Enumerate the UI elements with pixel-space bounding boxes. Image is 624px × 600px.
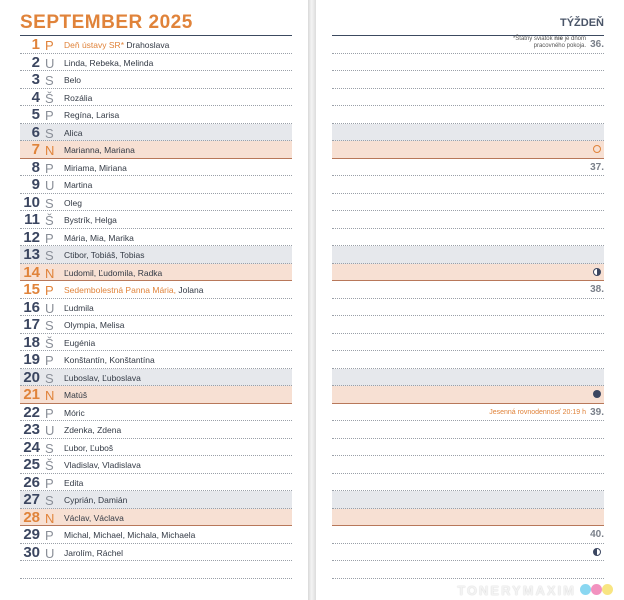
name-day <box>64 285 203 295</box>
day-row <box>20 281 292 299</box>
weekday-abbr: U <box>45 178 55 193</box>
note-row <box>332 246 604 264</box>
name-day-names: Michal, Michael, Michala, Michaela <box>64 530 196 540</box>
name-day-names: Cyprián, Damián <box>64 495 128 505</box>
weekday-abbr: S <box>45 248 54 263</box>
watermark-logo <box>457 578 614 598</box>
weekday-abbr: S <box>45 318 54 333</box>
day-number: 14 <box>23 263 40 281</box>
note-row <box>332 89 604 107</box>
weekday-abbr: N <box>45 143 55 158</box>
day-row <box>20 211 292 229</box>
name-day-names: Belo <box>64 75 82 85</box>
day-number: 24 <box>23 438 40 456</box>
name-day <box>64 93 92 103</box>
day-row <box>20 509 292 527</box>
day-number: 9 <box>31 176 40 193</box>
day-row <box>20 124 292 142</box>
name-day <box>64 40 169 50</box>
week-number: 40. <box>590 529 604 540</box>
name-day <box>64 320 124 330</box>
name-day-names: Rozália <box>64 92 93 103</box>
name-day <box>64 408 85 418</box>
note-row <box>332 299 604 317</box>
day-row <box>20 404 292 422</box>
week-number: 36. <box>590 39 604 50</box>
day-number: 29 <box>23 526 40 543</box>
day-row <box>20 369 292 387</box>
note-row <box>332 544 604 562</box>
day-row <box>20 474 292 492</box>
day-row <box>20 299 292 317</box>
weekday-abbr: Š <box>45 213 54 228</box>
weekday-abbr: U <box>45 55 55 71</box>
weekday-abbr: S <box>45 195 54 211</box>
day-number: 5 <box>31 106 40 123</box>
name-day <box>64 425 121 435</box>
day-row <box>20 36 292 54</box>
day-row <box>20 159 292 177</box>
day-row <box>20 439 292 457</box>
name-day-names: Matúš <box>64 390 88 400</box>
weekday-abbr: S <box>45 73 54 88</box>
day-list <box>20 36 292 579</box>
day-row <box>20 71 292 89</box>
day-number: 19 <box>23 351 40 368</box>
note-row <box>332 439 604 457</box>
name-day <box>64 180 92 190</box>
day-number: 15 <box>23 281 40 298</box>
name-day <box>64 58 153 68</box>
name-day-names: Eugénia <box>64 337 96 348</box>
day-row <box>20 176 292 194</box>
weekday-abbr: P <box>45 475 54 491</box>
weekday-abbr: N <box>45 510 55 526</box>
day-row <box>20 246 292 264</box>
day-number: 11 <box>24 211 40 228</box>
month-title: SEPTEMBER 2025 <box>20 12 193 33</box>
note-row <box>332 281 604 299</box>
weekday-abbr: S <box>45 493 54 508</box>
day-number: 6 <box>31 123 40 141</box>
name-day-names: Linda, Rebeka, Melinda <box>64 57 154 68</box>
day-row <box>20 561 292 579</box>
right-page <box>316 0 624 600</box>
name-day <box>64 443 113 453</box>
note-row <box>332 141 604 159</box>
name-day-names: Konštantín, Konštantína <box>64 355 155 365</box>
day-number: 1 <box>31 36 40 53</box>
day-number: 2 <box>31 53 40 71</box>
name-day-names: Bystrík, Helga <box>64 215 117 225</box>
day-number: 28 <box>23 508 40 526</box>
name-day-names: Vladislav, Vladislava <box>64 460 141 470</box>
day-number: 16 <box>23 298 40 316</box>
day-number: 18 <box>23 333 40 351</box>
name-day-names: Jarolím, Ráchel <box>64 547 124 558</box>
day-row <box>20 194 292 212</box>
name-day-names: Regína, Larisa <box>64 110 120 120</box>
holiday-name: Sedembolestná Panna Mária, <box>64 285 176 295</box>
note-row <box>332 106 604 124</box>
day-number: 13 <box>23 246 40 263</box>
name-day-names: Ľudomil, Ľudomila, Radka <box>64 267 163 278</box>
day-number: 3 <box>31 71 40 88</box>
weekday-abbr: P <box>45 405 54 421</box>
note-row <box>332 369 604 387</box>
weekday-abbr: Š <box>45 458 54 473</box>
name-day-names: Jolana <box>178 285 204 295</box>
full-moon-icon <box>593 145 601 153</box>
name-day-names: Ctibor, Tobiáš, Tobias <box>64 250 145 260</box>
name-day <box>64 128 82 138</box>
weekday-abbr: P <box>45 108 54 123</box>
new-moon-icon <box>593 390 601 398</box>
note-row <box>332 456 604 474</box>
day-row <box>20 421 292 439</box>
note-row <box>332 211 604 229</box>
note-row <box>332 421 604 439</box>
weekday-abbr: P <box>45 528 54 543</box>
equinox-note: Jesenná rovnodennosť 20:19 h <box>489 408 586 416</box>
note-row <box>332 124 604 142</box>
day-row <box>20 334 292 352</box>
day-number: 30 <box>23 543 40 561</box>
week-number: 37. <box>590 161 604 173</box>
day-number: 26 <box>23 473 40 491</box>
note-row <box>332 404 604 422</box>
notes-list <box>332 36 604 579</box>
day-row <box>20 54 292 72</box>
name-day <box>64 75 81 85</box>
day-row <box>20 351 292 369</box>
name-day-names: Zdenka, Zdena <box>64 425 122 435</box>
last-quarter-icon <box>593 268 601 276</box>
name-day <box>64 215 117 225</box>
note-row <box>332 474 604 492</box>
day-number: 22 <box>23 403 40 421</box>
day-row <box>20 386 292 404</box>
weekday-abbr: U <box>45 545 55 561</box>
day-row <box>20 89 292 107</box>
note-row <box>332 159 604 177</box>
weekday-abbr: N <box>45 265 55 281</box>
name-day <box>64 145 135 155</box>
note-row <box>332 526 604 544</box>
day-row <box>20 316 292 334</box>
day-row <box>20 491 292 509</box>
day-number: 25 <box>23 456 40 473</box>
name-day <box>64 198 82 208</box>
day-row <box>20 229 292 247</box>
day-row <box>20 456 292 474</box>
name-day-names: Oleg <box>64 197 82 208</box>
weekday-abbr: P <box>45 38 54 53</box>
name-day-names: Martina <box>64 180 93 190</box>
name-day-names: Drahoslava <box>126 40 170 50</box>
weekday-abbr: S <box>45 440 54 456</box>
name-day-names: Alica <box>64 127 83 138</box>
weekday-abbr: P <box>45 160 54 176</box>
name-day <box>64 163 127 173</box>
name-day-names: Ľudmila <box>64 302 94 313</box>
weekday-abbr: Š <box>45 335 54 351</box>
name-day-names: Edita <box>64 477 84 488</box>
name-day <box>64 355 155 365</box>
note-row <box>332 386 604 404</box>
day-number: 17 <box>23 316 40 333</box>
week-number: 38. <box>590 284 604 295</box>
note-row <box>332 194 604 212</box>
day-number: 20 <box>23 368 40 386</box>
day-number: 4 <box>31 88 40 106</box>
first-quarter-icon <box>593 548 601 556</box>
name-day <box>64 268 162 278</box>
note-row <box>332 491 604 509</box>
weekday-abbr: P <box>45 230 54 246</box>
weekday-abbr: P <box>45 353 54 368</box>
name-day-names: Ľubor, Ľuboš <box>64 442 114 453</box>
watermark-text: TONERYMAXIM <box>457 583 576 598</box>
name-day <box>64 373 141 383</box>
weekday-abbr: S <box>45 125 54 141</box>
name-day <box>64 513 124 523</box>
name-day <box>64 495 127 505</box>
note-row <box>332 561 604 579</box>
note-row <box>332 229 604 247</box>
name-day <box>64 390 87 400</box>
day-number: 12 <box>23 228 40 246</box>
note-row <box>332 316 604 334</box>
day-number: 10 <box>23 193 40 211</box>
note-row <box>332 334 604 352</box>
day-row <box>20 106 292 124</box>
name-day <box>64 110 119 120</box>
note-row <box>332 351 604 369</box>
weekday-abbr: N <box>45 388 55 403</box>
left-page <box>0 0 308 600</box>
day-number: 7 <box>31 141 40 158</box>
name-day-names: Mária, Mia, Marika <box>64 232 134 243</box>
book-gutter <box>308 0 316 600</box>
day-number: 8 <box>31 158 40 176</box>
name-day <box>64 338 95 348</box>
name-day-names: Ľuboslav, Ľuboslava <box>64 372 141 383</box>
note-row <box>332 36 604 54</box>
name-day <box>64 548 123 558</box>
name-day <box>64 530 195 540</box>
note-row <box>332 54 604 72</box>
weekday-abbr: S <box>45 370 54 386</box>
weekday-abbr: Š <box>45 90 54 106</box>
day-number: 27 <box>23 491 40 508</box>
note-row <box>332 71 604 89</box>
name-day-names: Móric <box>64 407 85 418</box>
name-day-names: Marianna, Mariana <box>64 145 135 155</box>
name-day <box>64 250 144 260</box>
weekday-abbr: U <box>45 300 55 316</box>
day-row <box>20 141 292 159</box>
week-number: 39. <box>590 406 604 418</box>
watermark-dots-icon <box>580 578 614 598</box>
note-row <box>332 176 604 194</box>
week-header: TÝŽDEŇ <box>560 17 604 29</box>
name-day-names: Václav, Václava <box>64 512 124 523</box>
name-day <box>64 478 83 488</box>
holiday-name: Deň ústavy SR* <box>64 40 124 50</box>
holiday-footnote: *Štátny sviatok nie je dňom pracovného pokoja. <box>512 36 586 49</box>
day-row <box>20 264 292 282</box>
name-day <box>64 460 141 470</box>
name-day <box>64 233 134 243</box>
name-day-names: Miriama, Miriana <box>64 162 127 173</box>
note-row <box>332 264 604 282</box>
day-row <box>20 544 292 562</box>
name-day-names: Olympia, Melisa <box>64 320 125 330</box>
day-number: 21 <box>23 386 40 403</box>
note-row <box>332 509 604 527</box>
day-row <box>20 526 292 544</box>
name-day <box>64 303 94 313</box>
weekday-abbr: P <box>45 283 54 298</box>
day-number: 23 <box>23 421 40 438</box>
weekday-abbr: U <box>45 423 55 438</box>
